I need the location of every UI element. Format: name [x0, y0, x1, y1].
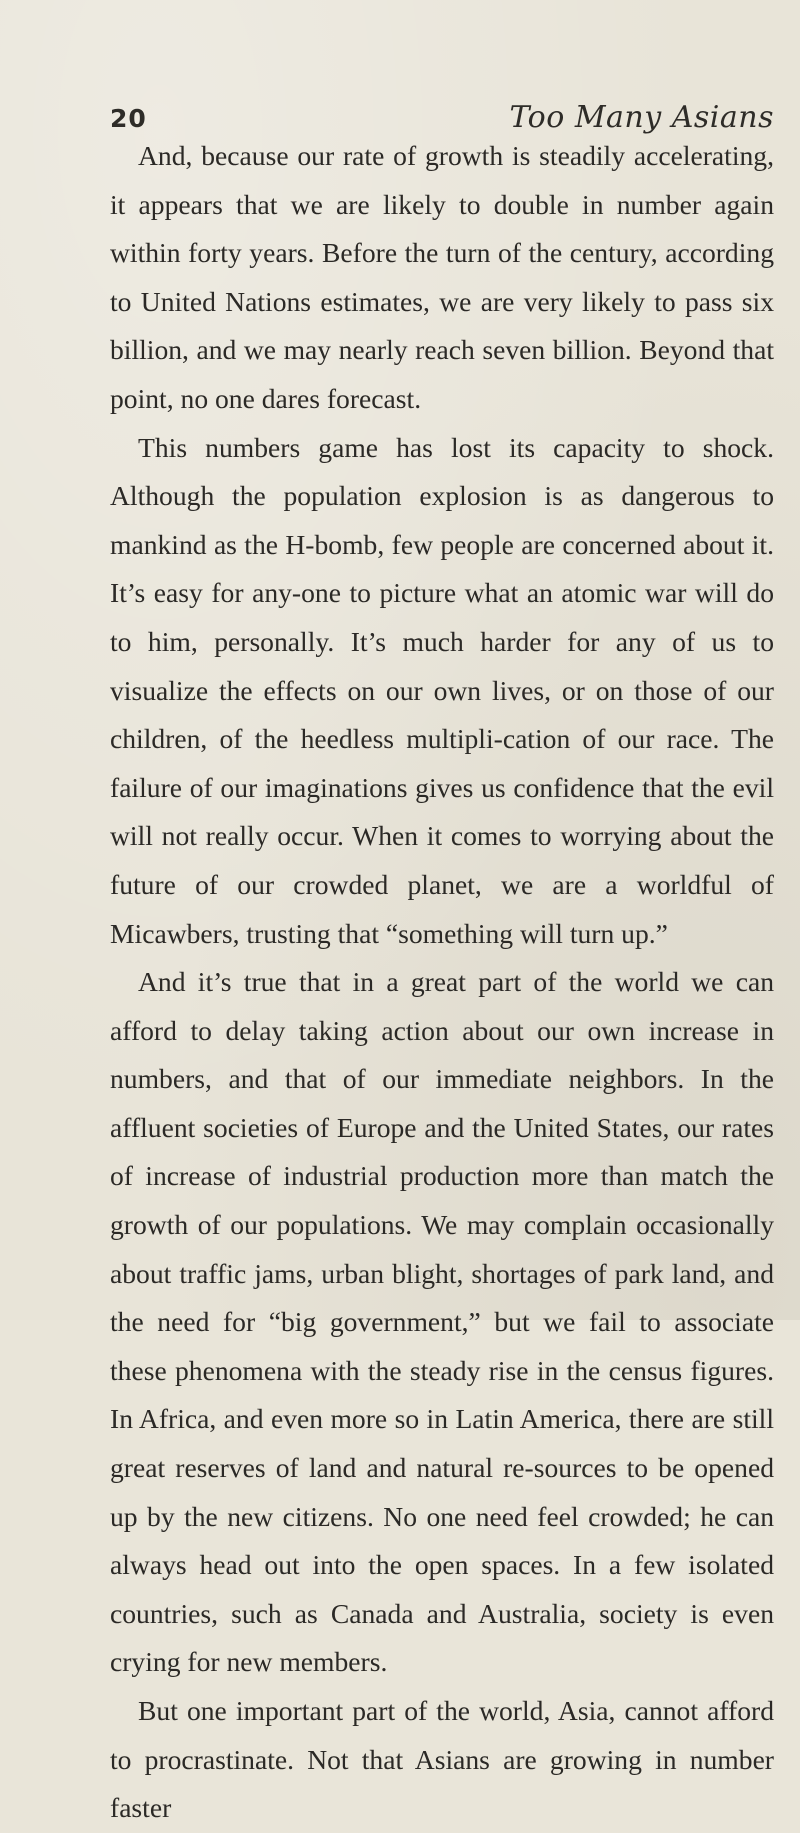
body-text [110, 132, 774, 1833]
page-number: 20 [110, 104, 147, 133]
running-title: Too Many Asians [509, 100, 774, 135]
paragraph: And it’s true that in a great part of the world we can afford to delay taking action about our own increase in numbers, and that of our immediate neighbors. In the affluent societies of Europe and the United States, our rates of increase of industrial production more than match the growth of our populations. We may complain occasionally about traffic jams, urban blight, shortages of park land, and the need for “big government,” but we fail to associate these phenomena with the steady rise in the census figures. In Africa, and even more so in Latin America, there are still great reserves of land and natural re-sources to be opened up by the new citizens. No one need feel crowded; he can always head out into the open spaces. In a few isolated countries, such as Canada and Australia, society is even crying for new members. [110, 966, 774, 1678]
paragraph: This numbers game has lost its capacity to shock. Although the population explosion is as dangerous to mankind as the H-bomb, few people are concerned about it. It’s easy for any-one to picture what an atomic war will do to him, personally. It’s much harder for any of us to visualize the effects on our own lives, or on those of our children, of the heedless multipli-cation of our race. The failure of our imaginations gives us confidence that the evil will not really occur. When it comes to worrying about the future of our crowded planet, we are a worldful of Micawbers, trusting that “something will turn up.” [110, 431, 774, 949]
paragraph: But one important part of the world, Asia, cannot afford to procrastinate. Not that Asians are growing in number faster [110, 1695, 774, 1824]
paragraph: And, because our rate of growth is steadily accelerating, it appears that we are likely to double in number again within forty years. Before the turn of the century, according to United Nations estimates, we are very likely to pass six billion, and we may nearly reach seven billion. Beyond that point, no one dares forecast. [110, 140, 774, 414]
